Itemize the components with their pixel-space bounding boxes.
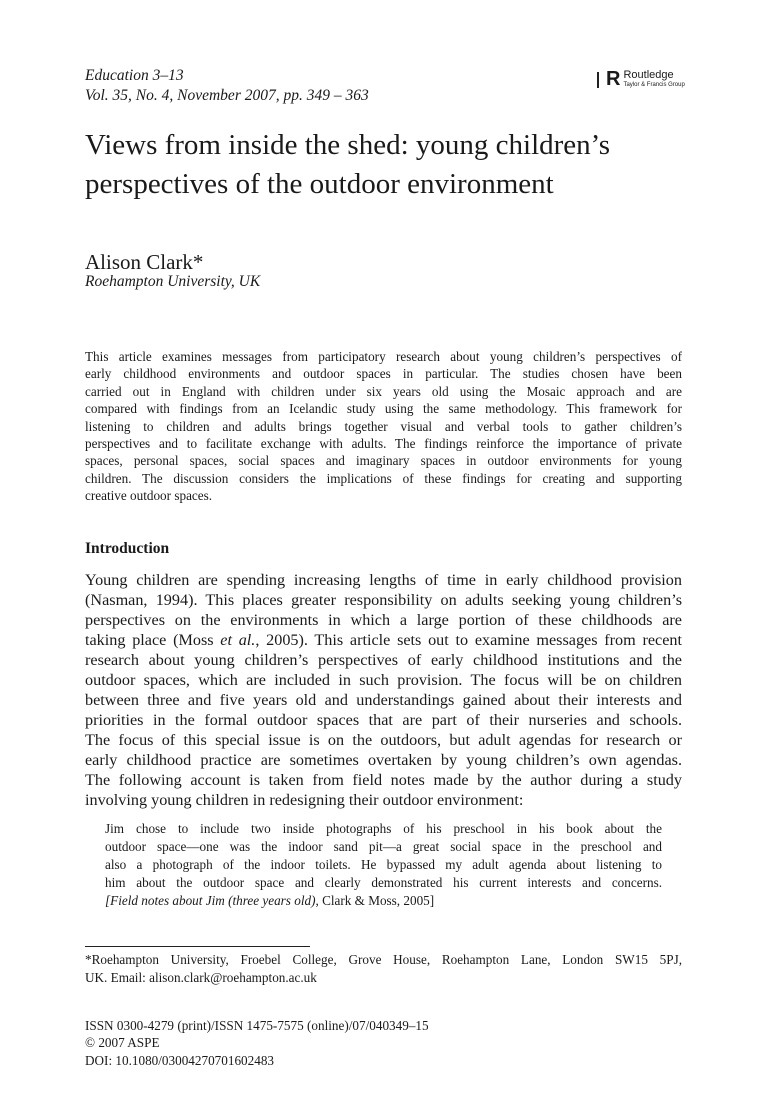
body-line: early childhood practice are sometimes overtaken by young children’s own agendas. (85, 751, 682, 769)
abstract-line: compared with findings from an Icelandic study using the same methodology. This framework for (85, 401, 682, 417)
abstract (85, 348, 682, 505)
abstract-line: children. The discussion considers the implications of these findings for creating and supporting (85, 470, 682, 486)
routledge-logo-icon (597, 72, 603, 88)
footnote-line: UK. Email: alison.clark@roehampton.ac.uk (85, 969, 317, 985)
title-line: Views from inside the shed: young children’s (85, 129, 611, 161)
title-line: perspectives of the outdoor environment (85, 168, 554, 200)
abstract-line: early childhood environments and outdoor spaces in particular. The studies chosen have been (85, 366, 682, 382)
body-line: priorities in the formal outdoor spaces that are part of their nurseries and schools. (85, 711, 682, 729)
article-title (85, 126, 725, 204)
doi: DOI: 10.1080/03004270701602483 (85, 1052, 275, 1068)
issn: ISSN 0300-4279 (print)/ISSN 1475-7575 (online)/07/040349–15 (85, 1018, 429, 1033)
footnote (85, 951, 682, 986)
journal-volume: Vol. 35, No. 4, November 2007, pp. 349 – 363 (85, 87, 369, 104)
publisher-logo (597, 70, 685, 89)
body-line: between three and five years old and understandings gained about their interests and (85, 691, 682, 709)
body-line: The focus of this special issue is on the outdoors, but adult agendas for research or (85, 731, 682, 749)
abstract-line: carried out in England with children under six years old using the Mosaic approach and are (85, 383, 682, 399)
body-line: research about young children’s perspectives of early childhood institutions and the (85, 651, 682, 669)
body-text-italic: et al. (220, 631, 256, 649)
journal-header (85, 66, 369, 106)
quote-line: outdoor space—one was the indoor sand pit—a great social space in the preschool and (105, 839, 662, 854)
block-quote (105, 820, 662, 910)
footnote-divider (85, 946, 310, 947)
quote-line: him about the outdoor space and clearly demonstrated his current interests and concerns. (105, 875, 662, 890)
body-text: taking place (Moss (85, 631, 221, 649)
citation-italic: [Field notes about Jim (three years old) (105, 893, 316, 908)
abstract-line: creative outdoor spaces. (85, 488, 213, 504)
quote-citation (105, 892, 662, 910)
abstract-line: This article examines messages from participatory research about young children’s perspectives of (85, 349, 682, 364)
copyright: © 2007 ASPE (85, 1035, 160, 1051)
body-line (85, 630, 682, 650)
body-line: Young children are spending increasing lengths of time in early childhood provision (85, 571, 682, 589)
author-affiliation: Roehampton University, UK (85, 273, 261, 290)
publication-info (85, 1017, 429, 1069)
citation-text: , Clark & Moss, 2005] (315, 893, 435, 908)
footnote-line: *Roehampton University, Froebel College, Grove House, Roehampton Lane, London SW15 5PJ, (85, 952, 682, 967)
body-line: perspectives on the environments in which a large portion of these childhoods are (85, 611, 682, 629)
body-line: (Nasman, 1994). This places greater responsibility on adults seeking young children’s (85, 591, 682, 609)
abstract-line: spaces, personal spaces, social spaces and imaginary spaces in outdoor environments for young (85, 453, 682, 469)
routledge-r-icon: R (606, 68, 621, 90)
section-heading-introduction: Introduction (85, 540, 170, 557)
abstract-line: perspectives and to facilitate exchange with adults. The findings reinforce the importance of private (85, 436, 682, 452)
quote-line: Jim chose to include two inside photographs of his preschool in his book about the (105, 821, 662, 836)
body-line: outdoor spaces, which are included in such provision. The focus will be on children (85, 671, 682, 689)
journal-name: Education 3–13 (85, 67, 184, 84)
body-text: , 2005). This article sets out to examine messages from recent (255, 631, 683, 649)
author-name: Alison Clark* (85, 250, 204, 274)
quote-line: also a photograph of the indoor toilets. He bypassed my adult agenda about listening to (105, 857, 662, 872)
body-line: involving young children in redesigning their outdoor environment: (85, 791, 524, 809)
publisher-group: Taylor & Francis Group (623, 82, 685, 88)
abstract-line: listening to children and adults brings together visual and verbal tools to gather children’s (85, 418, 682, 434)
body-line: The following account is taken from field notes made by the author during a study (85, 771, 682, 789)
publisher-name: Routledge (623, 69, 674, 81)
body-paragraph (85, 570, 682, 810)
